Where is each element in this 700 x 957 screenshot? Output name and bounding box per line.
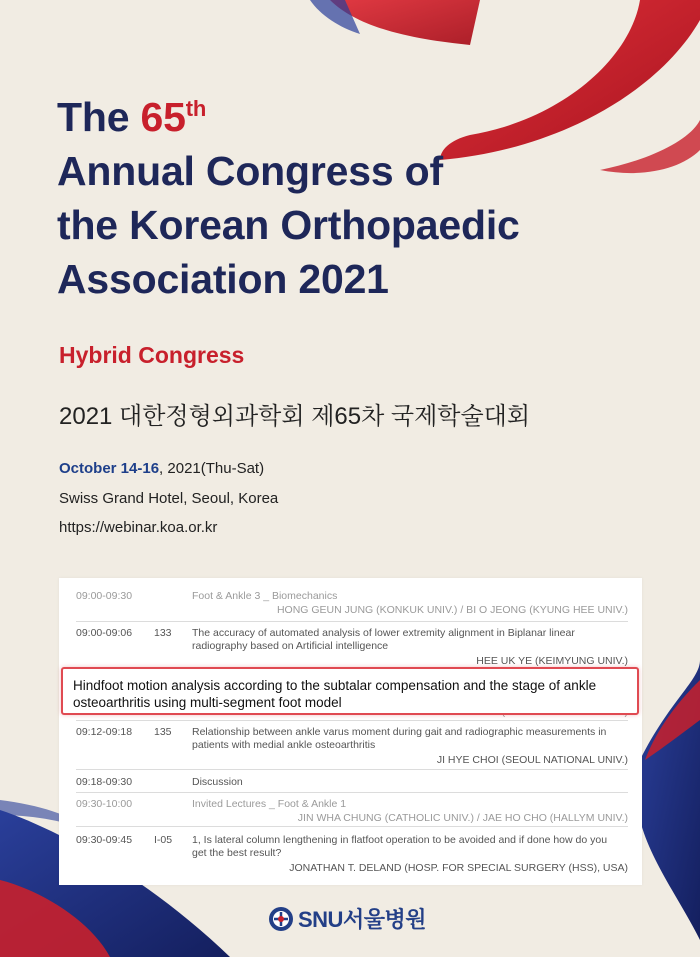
schedule-table — [59, 578, 642, 885]
row-divider — [76, 720, 628, 721]
title-line-4: Association 2021 — [57, 256, 389, 302]
hybrid-congress-label: Hybrid Congress — [59, 342, 245, 368]
table-row: 09:30-10:00 Invited Lectures _ Foot & Ankle 1 JIN WHA CHUNG (CATHOLIC UNIV.) / JAE HO CHO (HALLYM UNIV.) — [76, 798, 628, 824]
table-row: 09:30-09:45 I-05 1, Is lateral column lengthening in flatfoot operation to be avoided and if done how do you get the best result? JONATHAN T. DELAND (HOSP. FOR SPECIAL SURGERY (HSS), USA) — [76, 834, 628, 874]
snu-hospital-logo — [268, 903, 426, 934]
congress-title — [57, 90, 520, 306]
title-number: 65 — [140, 94, 186, 140]
row-divider — [76, 792, 628, 793]
event-venue: Swiss Grand Hotel, Seoul, Korea — [59, 490, 279, 507]
highlighted-abstract: Hindfoot motion analysis according to the subtalar compensation and the stage of ankle osteoarthritis using multi-segment foot model — [61, 667, 639, 715]
title-line-2: Annual Congress of — [57, 148, 443, 194]
title-line-3: the Korean Orthopaedic — [57, 202, 520, 248]
table-row: 09:12-09:18 135 Relationship between ankle varus moment during gait and radiographic measurements in patients with medial ankle osteoarthritis JI HYE CHOI (SEOUL NATIONAL UNIV.) — [76, 726, 628, 766]
title-the: The — [57, 94, 141, 140]
event-url[interactable]: https://webinar.koa.or.kr — [59, 519, 218, 536]
table-row: 09:18-09:30 Discussion — [76, 776, 243, 788]
title-superscript: th — [185, 96, 207, 121]
row-divider — [76, 826, 628, 827]
hospital-emblem-icon — [268, 906, 294, 932]
korean-title: 2021 대한정형외과학회 제65차 국제학술대회 — [59, 403, 531, 430]
logo-text: SNU서울병원 — [298, 907, 426, 932]
date-highlight: October 14-16 — [59, 460, 160, 477]
table-row: 09:00-09:06 133 The accuracy of automated analysis of lower extremity alignment in Biplanar linear radiography based on Artificial intelligence HEE UK YE (KEIMYUNG UNIV.) — [76, 627, 628, 667]
row-divider — [76, 621, 628, 622]
date-rest: , 2021(Thu-Sat) — [159, 460, 265, 477]
row-divider — [76, 769, 628, 770]
event-date — [59, 460, 264, 477]
table-row: 09:00-09:30 Foot & Ankle 3 _ Biomechanics HONG GEUN JUNG (KONKUK UNIV.) / BI O JEONG (KYUNG HEE UNIV.) — [76, 590, 628, 616]
